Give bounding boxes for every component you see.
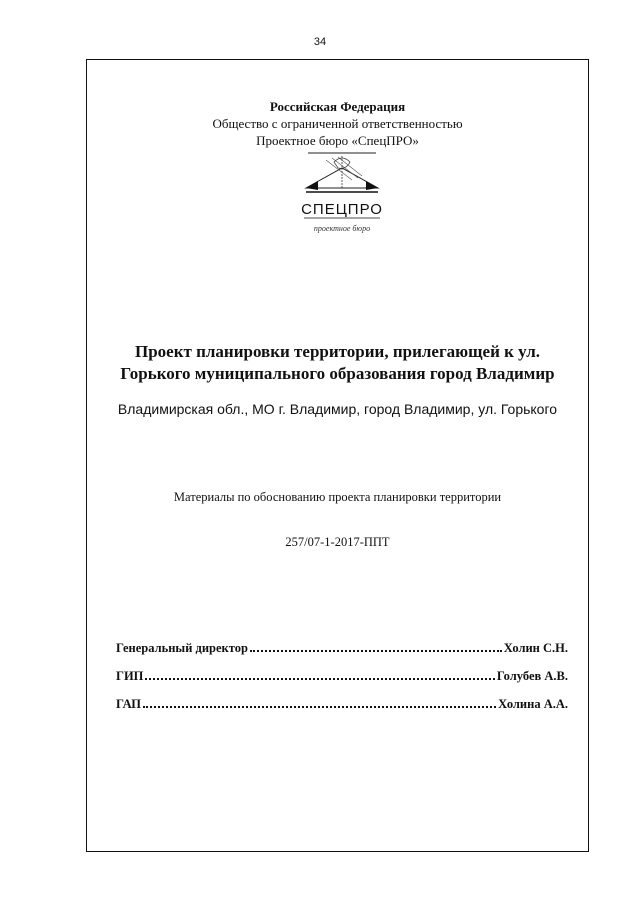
project-title [87, 341, 588, 385]
org-company: Общество с ограниченной ответственностью [212, 116, 463, 131]
signature-role: Генеральный директор [116, 641, 248, 655]
svg-text:СПЕЦПРО: СПЕЦПРО [301, 201, 383, 218]
org-bureau: Проектное бюро «СпецПРО» [256, 133, 419, 148]
svg-text:проектное бюро: проектное бюро [313, 224, 371, 233]
page-number: 34 [313, 36, 327, 48]
signature-role: ГАП [116, 697, 142, 711]
document-frame [86, 59, 589, 852]
project-address: Владимирская обл., МО г. Владимир, город Владимир, ул. Горького [117, 401, 558, 417]
document-type: Материалы по обоснованию проекта планировки территории [173, 490, 502, 504]
signature-name: Голубев А.В. [496, 669, 568, 683]
signature-row-gip [116, 668, 568, 684]
signature-row-director [116, 640, 568, 656]
signature-line [145, 678, 494, 680]
signature-row-gap [116, 696, 568, 712]
project-title-line-1: Проект планировки территории, прилегающей к ул. [134, 342, 541, 361]
signature-name: Холина А.А. [498, 697, 568, 711]
project-title-line-2: Горького муниципального образования город Владимир [120, 364, 555, 383]
signature-role: ГИП [116, 669, 144, 683]
signature-line [250, 650, 502, 652]
specpro-logo-icon [292, 148, 392, 238]
signature-line [143, 706, 496, 708]
document-code: 257/07-1-2017-ППТ [285, 535, 390, 549]
signature-name: Холин С.Н. [503, 641, 568, 655]
org-country: Российская Федерация [269, 99, 406, 114]
